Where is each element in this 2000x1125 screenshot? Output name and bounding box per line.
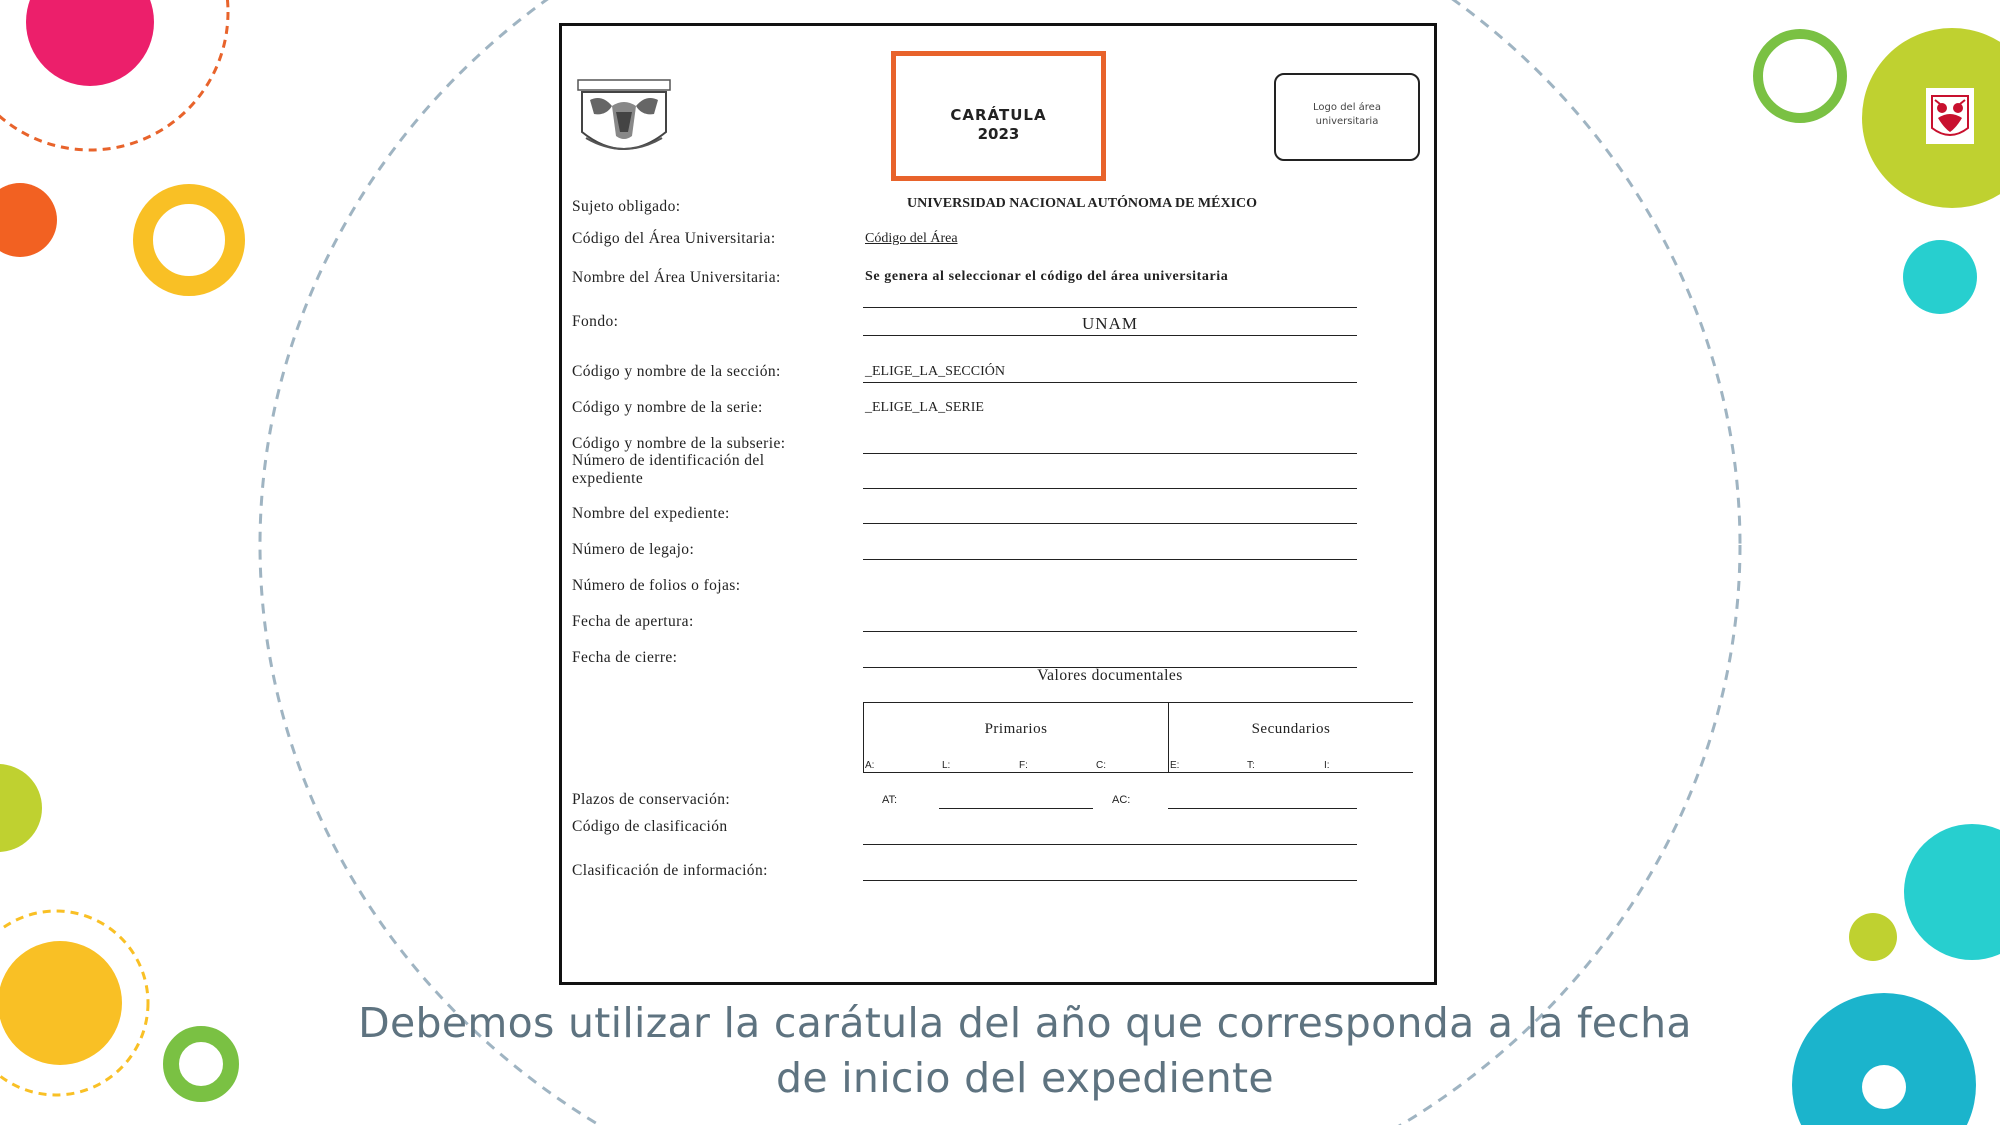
line-at <box>939 808 1093 809</box>
label-serie: Código y nombre de la serie: <box>572 399 763 416</box>
label-subserie: Código y nombre de la subserie: <box>572 435 786 452</box>
line-seccion <box>863 382 1357 383</box>
label-seccion: Código y nombre de la sección: <box>572 363 781 380</box>
line-subserie <box>863 453 1357 454</box>
caption-line-1: Debemos utilizar la carátula del año que corresponda a la fecha <box>358 999 1692 1047</box>
line-nombre-area <box>863 307 1357 308</box>
label-sujeto: Sujeto obligado: <box>572 198 681 215</box>
label-codigo-clasificacion: Código de clasificación <box>572 818 728 835</box>
col-i: I: <box>1324 760 1330 771</box>
value-serie[interactable]: _ELIGE_LA_SERIE <box>865 400 984 415</box>
line-ac <box>1168 808 1357 809</box>
institution-name: UNIVERSIDAD NACIONAL AUTÓNOMA DE MÉXICO <box>907 196 1258 211</box>
line-identificacion <box>863 488 1357 489</box>
label-fondo: Fondo: <box>572 313 619 330</box>
label-nombre-expediente: Nombre del expediente: <box>572 505 730 522</box>
teal-small-circle <box>1903 240 1977 314</box>
green-ring-right <box>1758 34 1842 118</box>
line-apertura <box>863 631 1357 632</box>
col-e: E: <box>1170 760 1180 771</box>
yellow-ring <box>143 194 235 286</box>
label-ac: AC: <box>1112 794 1131 806</box>
valores-title: Valores documentales <box>1037 667 1183 684</box>
col-f: F: <box>1019 760 1028 771</box>
orange-circle <box>0 183 57 257</box>
green-ring <box>171 1034 231 1094</box>
cover-year: 2023 <box>977 125 1020 143</box>
lime-half-circle <box>0 764 42 852</box>
lime-small-circle <box>1849 913 1897 961</box>
white-dot <box>1862 1065 1906 1109</box>
label-nombre-area: Nombre del Área Universitaria: <box>572 269 781 286</box>
label-legajo: Número de legajo: <box>572 541 695 558</box>
cover-title: CARÁTULA <box>950 106 1047 124</box>
value-fondo: UNAM <box>1082 314 1138 333</box>
label-codigo-area: Código del Área Universitaria: <box>572 230 776 247</box>
col-c: C: <box>1096 760 1106 771</box>
line-clasificacion-informacion <box>863 880 1357 881</box>
valores-primarios: Primarios <box>984 721 1048 737</box>
label-apertura: Fecha de apertura: <box>572 613 694 630</box>
label-cierre: Fecha de cierre: <box>572 649 678 666</box>
label-identificacion: Número de identificación del expediente <box>572 452 765 487</box>
caption-line-2: de inicio del expediente <box>776 1054 1274 1102</box>
line-nombre-expediente <box>863 523 1357 524</box>
line-codigo-clasificacion <box>863 844 1357 845</box>
logo-placeholder-text: Logo del área universitaria <box>1313 102 1381 127</box>
slide-caption <box>300 996 1750 1106</box>
pink-circle <box>26 0 154 86</box>
col-t: T: <box>1247 760 1255 771</box>
label-clasificacion-informacion: Clasificación de información: <box>572 862 768 879</box>
line-legajo <box>863 559 1357 560</box>
line-fondo <box>863 335 1357 336</box>
yellow-circle <box>0 941 122 1065</box>
teal-big-circle <box>1904 824 2000 960</box>
label-folios: Número de folios o fojas: <box>572 577 741 594</box>
col-l: L: <box>942 760 951 771</box>
label-at: AT: <box>882 794 898 806</box>
col-a: A: <box>865 760 875 771</box>
value-codigo-area[interactable]: Código del Área <box>865 231 958 246</box>
caratula-document <box>559 23 1437 985</box>
value-seccion[interactable]: _ELIGE_LA_SECCIÓN <box>865 364 1005 379</box>
unam-escudo-icon <box>572 76 676 166</box>
value-nombre-area: Se genera al seleccionar el código del área universitaria <box>865 269 1229 284</box>
valores-secundarios: Secundarios <box>1251 721 1331 737</box>
unam-emblem <box>1926 88 1974 144</box>
label-plazos: Plazos de conservación: <box>572 791 731 808</box>
